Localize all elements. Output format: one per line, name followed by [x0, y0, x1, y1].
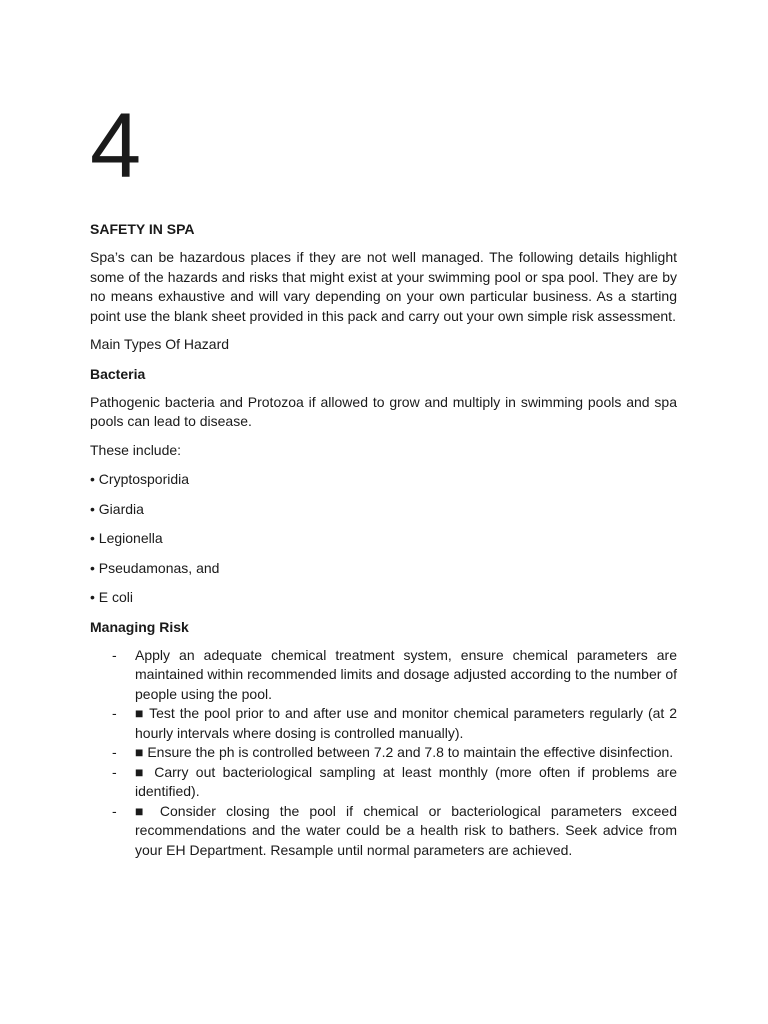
risk-item-text: ■ Ensure the ph is controlled between 7.2 and 7.8 to maintain the effective disinfection.	[135, 744, 674, 760]
section-title: SAFETY IN SPA	[90, 221, 195, 237]
bacteria-item: • Giardia	[90, 500, 144, 517]
dash-marker: -	[112, 802, 117, 819]
document-page	[90, 95, 677, 860]
bacteria-heading: Bacteria	[90, 365, 146, 382]
risk-item-text: ■ Carry out bacteriological sampling at least monthly (more often if problems are identified).	[135, 763, 677, 799]
dash-marker: -	[112, 646, 117, 663]
bacteria-item: • Cryptosporidia	[90, 471, 190, 487]
bacteria-item: • E coli	[90, 589, 134, 605]
dash-marker: -	[112, 763, 117, 780]
managing-risk-heading: Managing Risk	[90, 618, 189, 635]
bacteria-description: Pathogenic bacteria and Protozoa if allowed to grow and multiply in swimming pools and spa pools can lead to disease.	[90, 393, 677, 429]
risk-item	[90, 802, 677, 861]
dash-marker: -	[112, 744, 117, 760]
includes-label: These include:	[90, 441, 182, 458]
bacteria-item: • Legionella	[90, 530, 163, 546]
risk-item	[90, 743, 677, 763]
main-types-label: Main Types Of Hazard	[90, 336, 230, 352]
risk-item-text: Apply an adequate chemical treatment system, ensure chemical parameters are maintained within recommended limits and dosage adjusted according to the number of people using the pool.	[135, 646, 677, 702]
intro-paragraph: Spa’s can be hazardous places if they are not well managed. The following details highlight some of the hazards and risks that might exist at your swimming pool or spa pool. They are by no means exhaustive and will vary depending on your own particular business. As a starting point use the blank sheet provided in this pack and carry out your own simple risk assessment.	[90, 249, 677, 324]
bacteria-item: • Pseudamonas, and	[90, 559, 220, 576]
managing-risk-list	[90, 646, 677, 861]
chapter-number: 4	[90, 95, 142, 197]
risk-item-text: ■ Test the pool prior to and after use and monitor chemical parameters regularly (at 2 hourly intervals where dosing is controlled manually).	[135, 705, 677, 741]
risk-item	[90, 704, 677, 743]
risk-item	[90, 763, 677, 802]
risk-item	[90, 646, 677, 705]
risk-item-text: ■ Consider closing the pool if chemical or bacteriological parameters exceed recommendations and the water could be a health risk to bathers. Seek advice from your EH Department. Resample until normal parameters are achieved.	[135, 802, 677, 858]
dash-marker: -	[112, 705, 117, 721]
